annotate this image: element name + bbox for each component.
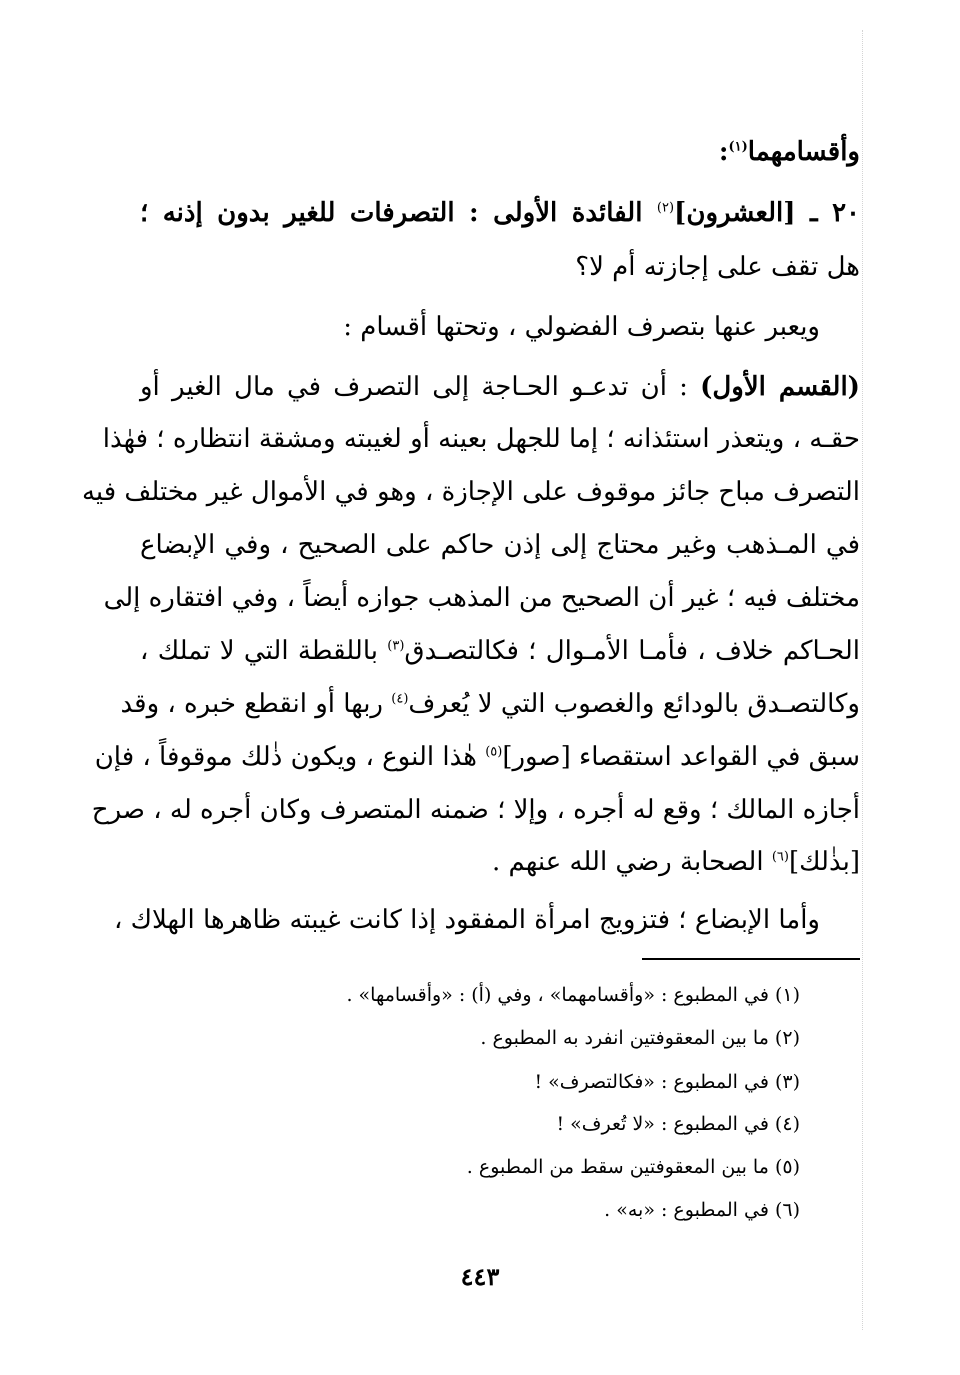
- footnote-ref: (١): [728, 139, 748, 155]
- footnote-ref: (٣): [387, 638, 405, 654]
- footnote-separator: [642, 958, 860, 960]
- footnote-5: (٥) ما بين المعقوفتين سقط من المطبوع .: [466, 1156, 800, 1178]
- footnote-3: (٣) في المطبوع : «فكالتصرف» !: [534, 1071, 800, 1093]
- page-number: ٤٤٣: [460, 1262, 500, 1291]
- paragraph-3-line-6: الحـاكم خلاف ، فأمـا الأمـوال ؛ فكالتصـدق$^{(٣)}$ باللقطة التي لا تملك ،: [140, 636, 860, 666]
- paragraph-3-line-1: (القسم الأول) : أن تدعـو الحـاجة إلى التصرف في مال الغير أو: [140, 372, 860, 402]
- paragraph-3-line-9: أجازه المالك ؛ وقع له أجره ، وإلا ؛ ضمنه المتصرف وكان أجره له ، صرح: [91, 795, 860, 825]
- footnote-4: (٤) في المطبوع : «لا تُعرف» !: [556, 1113, 800, 1135]
- paragraph-3-line-10: [بذٰلك]$^{(٦)}$ الصحابة رضي الله عنهم .: [492, 847, 860, 877]
- footnote-ref: (٥): [485, 744, 503, 760]
- footnote-2: (٢) ما بين المعقوفتين انفرد به المطبوع .: [480, 1027, 800, 1049]
- section-label: (القسم الأول): [700, 372, 860, 402]
- paragraph-2-line-1: ويعبر عنها بتصرف الفضولي ، وتحتها أقسام :: [343, 312, 820, 342]
- section-heading: وأقسامهما$^{(١)}$:: [718, 137, 860, 167]
- paragraph-4-line-1: وأما الإبضاع ؛ فتزويج امرأة المفقود إذا كانت غيبته ظاهرها الهلاك ،: [113, 905, 820, 935]
- paragraph-3-line-7: وكالتصـدق بالودائع والغصوب التي لا يُعرف$^{(٤)}$ ربها أو انقطع خبره ، وقد: [120, 689, 860, 719]
- footnote-ref: (٤): [391, 691, 409, 707]
- item-number: ٢٠ ـ: [795, 198, 860, 228]
- paragraph-1-line-1: ٢٠ ـ [العشرون]$^{(٢)}$ الفائدة الأولى : التصرفات للغير بدون إذنه ؛: [140, 198, 860, 228]
- margin-guide: [862, 30, 865, 1330]
- paragraph-1-line-2: هل تقف على إجازته أم لا؟: [575, 252, 860, 282]
- paragraph-3-line-5: مختلف فيه ؛ غير أن الصحيح من المذهب جوازه أيضاً ، وفي افتقاره إلى: [103, 583, 860, 613]
- item-title: [العشرون]: [674, 198, 796, 228]
- footnote-ref: (٢): [656, 200, 675, 216]
- footnote-ref: (٦): [771, 849, 789, 865]
- footnote-6: (٦) في المطبوع : «به» .: [604, 1199, 800, 1221]
- paragraph-3-line-8: سبق في القواعد استقصاء [صور]$^{(٥)}$ هٰذا النوع ، ويكون ذٰلك موقوفاً ، فإن: [94, 742, 860, 772]
- paragraph-3-line-4: في المـذهب وغير محتاج إلى إذن حاكم على الصحيح ، وفي الإبضاع: [140, 530, 860, 560]
- paragraph-3-line-3: التصرف مباح جائز موقوف على الإجازة ، وهو في الأموال غير مختلف فيه: [81, 477, 860, 507]
- footnote-1: (١) في المطبوع : «وأقسامهما» ، وفي (أ) : «وأقسامها» .: [346, 984, 800, 1006]
- paragraph-3-line-2: حقـه ، ويتعذر استئذانه ؛ إما للجهل بعينه أو لغيبته ومشقة انتظاره ؛ فهٰذا: [102, 424, 860, 454]
